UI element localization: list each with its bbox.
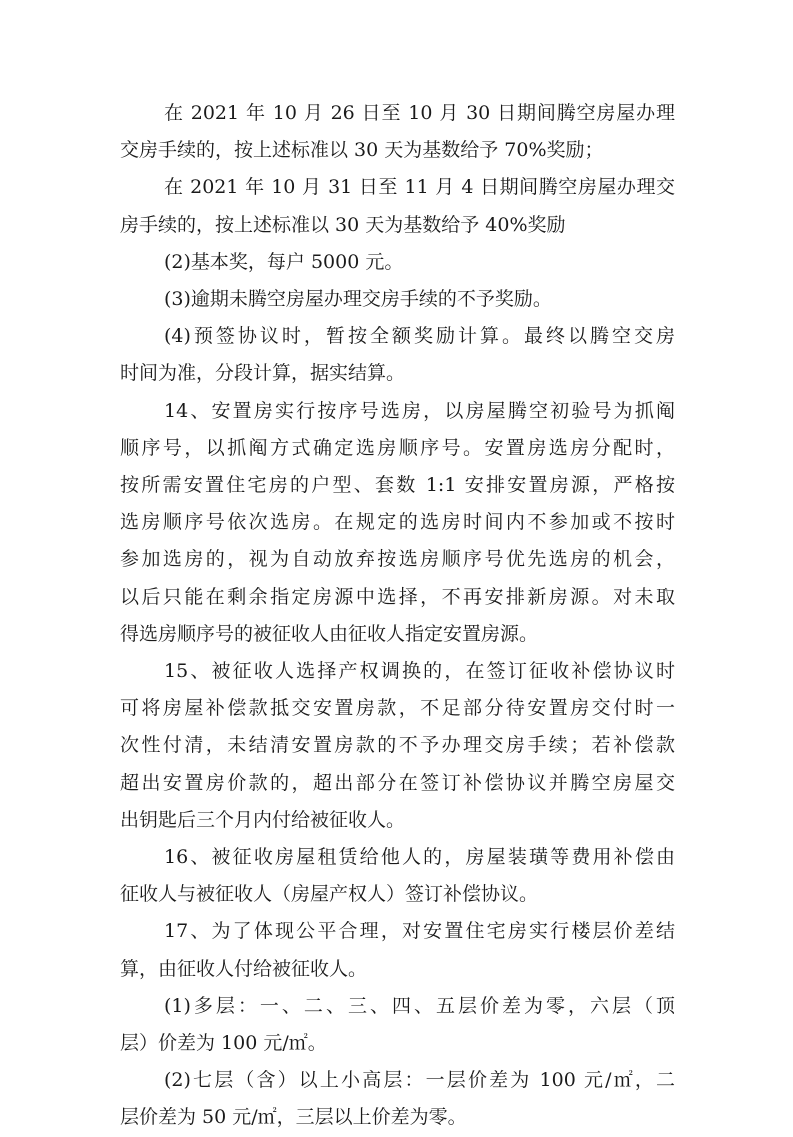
text-line: 时间为准，分段计算，据实结算。	[120, 362, 406, 385]
text-line: 层）价差为 100 元/㎡。	[120, 1032, 327, 1055]
text-line: 在 2021 年 10 月 31 日至 11 月 4 日期间腾空房屋办理交	[164, 176, 675, 199]
paragraph-reward-70-percent	[120, 95, 675, 169]
text-line: 15、被征收人选择产权调换的，在签订征收补偿协议时	[164, 660, 675, 683]
text-line: (4)预签协议时，暂按全额奖励计算。最终以腾空交房	[164, 325, 675, 348]
paragraph-overdue-no-reward	[120, 281, 675, 318]
text-line: (2)基本奖，每户 5000 元。	[164, 250, 404, 273]
text-line: 得选房顺序号的被征收人由征收人指定安置房源。	[120, 622, 539, 645]
paragraph-basic-reward	[120, 244, 675, 281]
text-line: (3)逾期未腾空房屋办理交房手续的不予奖励。	[164, 288, 552, 311]
paragraph-item-14-house-selection	[120, 393, 675, 653]
text-line: 房手续的，按上述标准以 30 天为基数给予 40%奖励	[120, 213, 566, 236]
paragraph-item-17-floor-price-difference	[120, 913, 675, 987]
paragraph-multi-storey	[120, 988, 675, 1062]
paragraph-high-rise	[120, 1062, 675, 1136]
text-line: 16、被征收房屋租赁给他人的，房屋装璜等费用补偿由	[164, 846, 675, 869]
text-line: 交房手续的，按上述标准以 30 天为基数给予 70%奖励；	[120, 139, 604, 162]
text-line: 出钥匙后三个月内付给被征收人。	[120, 808, 406, 831]
text-line: 选房顺序号依次选房。在规定的选房时间内不参加或不按时	[120, 511, 675, 534]
text-line: 征收人与被征收人（房屋产权人）签订补偿协议。	[120, 883, 539, 906]
text-line: 层价差为 50 元/㎡，三层以上价差为零。	[120, 1106, 467, 1129]
text-line: 按所需安置住宅房的户型、套数 1:1 安排安置房源，严格按	[120, 474, 675, 497]
text-line: 次性付清，未结清安置房款的不予办理交房手续；若补偿款	[120, 734, 675, 757]
text-line: 参加选房的，视为自动放弃按选房顺序号优先选房的机会，	[120, 548, 675, 571]
document-body	[120, 95, 675, 1137]
paragraph-presign-calculation	[120, 318, 675, 392]
text-line: 顺序号，以抓阄方式确定选房顺序号。安置房选房分配时，	[120, 436, 675, 459]
paragraph-reward-40-percent	[120, 169, 675, 243]
text-line: (1)多层：一、二、三、四、五层价差为零，六层（顶	[164, 994, 675, 1017]
text-line: 以后只能在剩余指定房源中选择，不再安排新房源。对未取	[120, 585, 675, 608]
text-line: 在 2021 年 10 月 26 日至 10 月 30 日期间腾空房屋办理	[164, 102, 675, 124]
text-line: (2)七层（含）以上小高层：一层价差为 100 元/㎡，二	[164, 1069, 675, 1092]
text-line: 算，由征收人付给被征收人。	[120, 957, 368, 980]
paragraph-item-16-lease-decoration	[120, 839, 675, 913]
text-line: 超出安置房价款的，超出部分在签订补偿协议并腾空房屋交	[120, 771, 675, 794]
text-line: 可将房屋补偿款抵交安置房款，不足部分待安置房交付时一	[120, 697, 675, 720]
paragraph-item-15-property-exchange	[120, 653, 675, 839]
text-line: 14、安置房实行按序号选房，以房屋腾空初验号为抓阄	[164, 399, 675, 422]
text-line: 17、为了体现公平合理，对安置住宅房实行楼层价差结	[164, 920, 675, 943]
